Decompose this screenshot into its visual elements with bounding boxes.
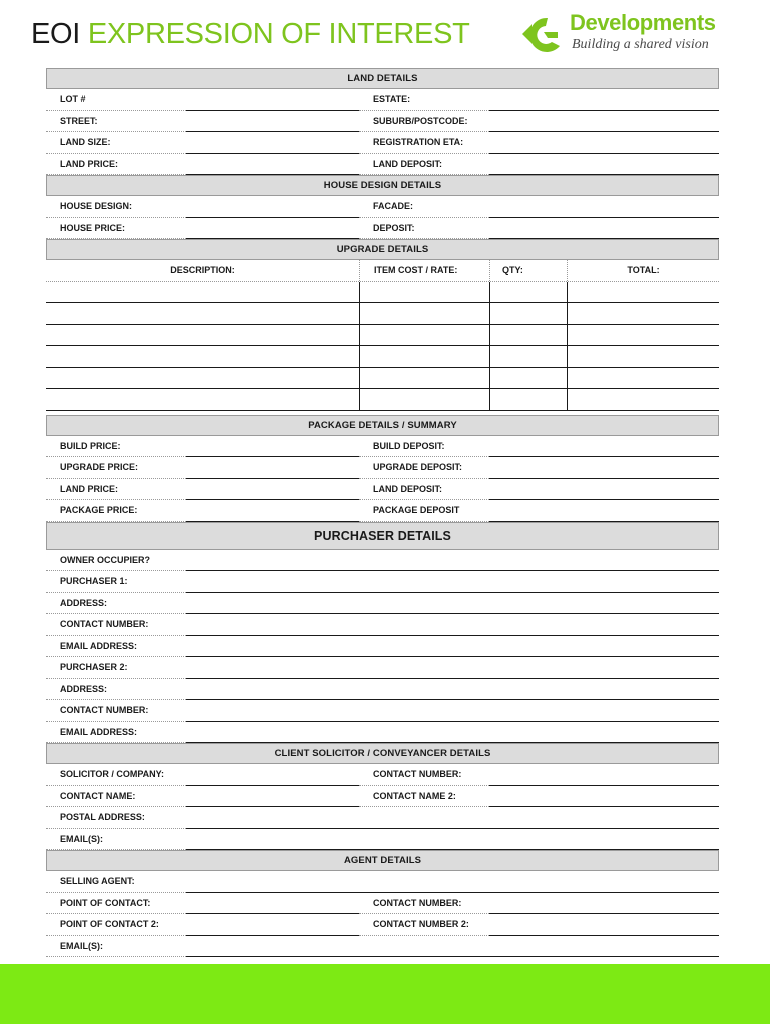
logo-tagline: Building a shared vision (572, 37, 709, 52)
poc-label: POINT OF CONTACT: (46, 893, 186, 915)
upgrade-row[interactable] (46, 346, 719, 368)
lot-label: LOT # (46, 89, 186, 111)
form-row (46, 807, 719, 829)
upgrade-row[interactable] (46, 325, 719, 347)
build-price-field[interactable] (186, 436, 359, 458)
col-description: DESCRIPTION: (170, 265, 235, 276)
form-row (46, 111, 719, 133)
facade-field[interactable] (489, 196, 719, 218)
upgrade-deposit-field[interactable] (489, 457, 719, 479)
form-row (46, 571, 719, 593)
package-price-field[interactable] (186, 500, 359, 522)
address2-label: ADDRESS: (46, 679, 186, 701)
upgrade-row[interactable] (46, 389, 719, 411)
form-row (46, 914, 719, 936)
col-total: TOTAL: (567, 260, 719, 281)
suburb-field[interactable] (489, 111, 719, 133)
agent-contact-number2-label: CONTACT NUMBER 2: (359, 914, 489, 936)
upgrade-price-label: UPGRADE PRICE: (46, 457, 186, 479)
form-row (46, 457, 719, 479)
package-deposit-field[interactable] (489, 500, 719, 522)
contact1-field[interactable] (186, 614, 719, 636)
registration-label: REGISTRATION ETA: (359, 132, 489, 154)
upgrade-row[interactable] (46, 368, 719, 390)
house-price-field[interactable] (186, 218, 359, 240)
form-row (46, 218, 719, 240)
form-row (46, 196, 719, 218)
package-price-label: PACKAGE PRICE: (46, 500, 186, 522)
logo-name: Developments (570, 10, 716, 35)
solicitor-contact-name-label: CONTACT NAME: (46, 786, 186, 808)
purchaser2-label: PURCHASER 2: (46, 657, 186, 679)
land-deposit-field[interactable] (489, 154, 719, 176)
section-package-details: PACKAGE DETAILS / SUMMARY (46, 415, 719, 436)
street-label: STREET: (46, 111, 186, 133)
address1-field[interactable] (186, 593, 719, 615)
logo-mark-icon (518, 12, 566, 58)
land-deposit-label: LAND DEPOSIT: (359, 154, 489, 176)
agent-contact-number-label: CONTACT NUMBER: (359, 893, 489, 915)
estate-field[interactable] (489, 89, 719, 111)
package-land-deposit-label: LAND DEPOSIT: (359, 479, 489, 501)
poc-field[interactable] (186, 893, 359, 915)
form-row (46, 89, 719, 111)
agent-contact-number2-field[interactable] (489, 914, 719, 936)
solicitor-contact-name2-label: CONTACT NAME 2: (359, 786, 489, 808)
form-row (46, 132, 719, 154)
solicitor-contact-number-label: CONTACT NUMBER: (359, 764, 489, 786)
form-row (46, 936, 719, 958)
agent-contact-number-field[interactable] (489, 893, 719, 915)
title-prefix: EOI (31, 18, 81, 50)
section-house-design: HOUSE DESIGN DETAILS (46, 175, 719, 196)
page-title (31, 18, 470, 51)
poc2-field[interactable] (186, 914, 359, 936)
contact2-field[interactable] (186, 700, 719, 722)
suburb-label: SUBURB/POSTCODE: (359, 111, 489, 133)
solicitor-company-label: SOLICITOR / COMPANY: (46, 764, 186, 786)
form-row (46, 550, 719, 572)
form-row (46, 700, 719, 722)
form-row (46, 500, 719, 522)
land-price-label: LAND PRICE: (46, 154, 186, 176)
agent-emails-label: EMAIL(S): (46, 936, 186, 958)
form-row (46, 614, 719, 636)
upgrade-table-header (46, 260, 719, 282)
form-row (46, 679, 719, 701)
solicitor-contact-number-field[interactable] (489, 764, 719, 786)
email2-field[interactable] (186, 722, 719, 744)
package-deposit-label: PACKAGE DEPOSIT (359, 500, 489, 522)
solicitor-contact-name-field[interactable] (186, 786, 359, 808)
solicitor-company-field[interactable] (186, 764, 359, 786)
deposit-label: DEPOSIT: (359, 218, 489, 240)
eoi-form (46, 68, 719, 957)
solicitor-emails-label: EMAIL(S): (46, 829, 186, 851)
contact1-label: CONTACT NUMBER: (46, 614, 186, 636)
agent-emails-field[interactable] (186, 936, 719, 958)
email1-label: EMAIL ADDRESS: (46, 636, 186, 658)
upgrade-deposit-label: UPGRADE DEPOSIT: (359, 457, 489, 479)
section-purchaser-details: PURCHASER DETAILS (46, 522, 719, 550)
email1-field[interactable] (186, 636, 719, 658)
form-row (46, 786, 719, 808)
form-row (46, 722, 719, 744)
address2-field[interactable] (186, 679, 719, 701)
build-deposit-field[interactable] (489, 436, 719, 458)
selling-agent-label: SELLING AGENT: (46, 871, 186, 893)
form-row (46, 657, 719, 679)
package-land-price-field[interactable] (186, 479, 359, 501)
land-size-label: LAND SIZE: (46, 132, 186, 154)
land-price-field[interactable] (186, 154, 359, 176)
purchaser1-field[interactable] (186, 571, 719, 593)
land-size-field[interactable] (186, 132, 359, 154)
section-solicitor-details: CLIENT SOLICITOR / CONVEYANCER DETAILS (46, 743, 719, 764)
upgrade-price-field[interactable] (186, 457, 359, 479)
upgrade-row[interactable] (46, 282, 719, 304)
form-row (46, 893, 719, 915)
col-item-cost: ITEM COST / RATE: (359, 260, 489, 281)
street-field[interactable] (186, 111, 359, 133)
house-design-field[interactable] (186, 196, 359, 218)
email2-label: EMAIL ADDRESS: (46, 722, 186, 744)
build-price-label: BUILD PRICE: (46, 436, 186, 458)
form-row (46, 871, 719, 893)
house-design-label: HOUSE DESIGN: (46, 196, 186, 218)
form-row (46, 593, 719, 615)
form-row (46, 829, 719, 851)
col-qty: QTY: (489, 260, 567, 281)
form-row (46, 636, 719, 658)
owner-occupier-field[interactable] (186, 550, 719, 572)
lot-field[interactable] (186, 89, 359, 111)
footer-band (0, 964, 770, 1024)
owner-occupier-label: OWNER OCCUPIER? (46, 550, 186, 572)
selling-agent-field[interactable] (186, 871, 719, 893)
facade-label: FACADE: (359, 196, 489, 218)
purchaser1-label: PURCHASER 1: (46, 571, 186, 593)
package-land-price-label: LAND PRICE: (46, 479, 186, 501)
section-upgrade-details: UPGRADE DETAILS (46, 239, 719, 260)
section-land-details: LAND DETAILS (46, 68, 719, 89)
house-price-label: HOUSE PRICE: (46, 218, 186, 240)
deposit-field[interactable] (489, 218, 719, 240)
build-deposit-label: BUILD DEPOSIT: (359, 436, 489, 458)
package-land-deposit-field[interactable] (489, 479, 719, 501)
company-logo (518, 10, 748, 60)
address1-label: ADDRESS: (46, 593, 186, 615)
section-agent-details: AGENT DETAILS (46, 850, 719, 871)
form-row (46, 479, 719, 501)
postal-address-label: POSTAL ADDRESS: (46, 807, 186, 829)
solicitor-emails-field[interactable] (186, 829, 719, 851)
postal-address-field[interactable] (186, 807, 719, 829)
form-row (46, 764, 719, 786)
contact2-label: CONTACT NUMBER: (46, 700, 186, 722)
registration-field[interactable] (489, 132, 719, 154)
poc2-label: POINT OF CONTACT 2: (46, 914, 186, 936)
solicitor-contact-name2-field[interactable] (489, 786, 719, 808)
upgrade-row[interactable] (46, 303, 719, 325)
form-row (46, 436, 719, 458)
form-row (46, 154, 719, 176)
estate-label: ESTATE: (359, 89, 489, 111)
title-rest: EXPRESSION OF INTEREST (80, 18, 470, 50)
purchaser2-field[interactable] (186, 657, 719, 679)
